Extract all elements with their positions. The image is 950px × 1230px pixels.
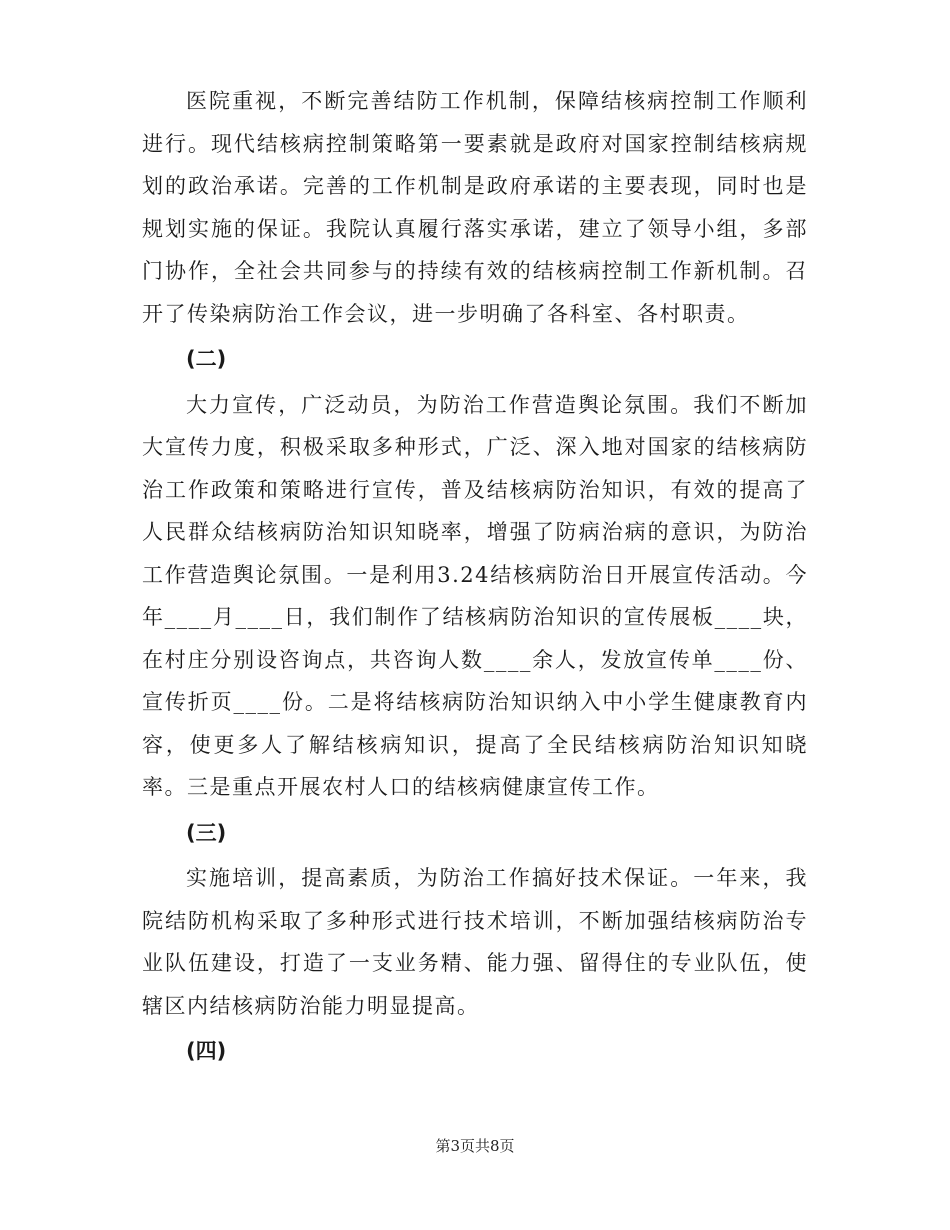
- section-heading-3: (三): [186, 820, 227, 845]
- section-heading-4: (四): [186, 1039, 227, 1063]
- paragraph-training: 实施培训，提高素质，为防治工作搞好技术保证。一年来，我院结防机构采取了多种形式进行技术培训，不断加强结核病防治专业队伍建设，打造了一支业务精、能力强、留得住的专业队伍，使辖区内结核病防治能力明显提高。: [142, 866, 808, 1018]
- paragraph-mechanism: 医院重视，不断完善结防工作机制，保障结核病控制工作顺利进行。现代结核病控制策略第一要素就是政府对国家控制结核病规划的政治承诺。完善的工作机制是政府承诺的主要表现，同时也是规划实施的保证。我院认真履行落实承诺，建立了领导小组，多部门协作，全社会共同参与的持续有效的结核病控制工作新机制。召开了传染病防治工作会议，进一步明确了各科室、各村职责。: [142, 89, 808, 326]
- document-body: [142, 80, 808, 1076]
- paragraph-publicity: 大力宣传，广泛动员，为防治工作营造舆论氛围。我们不断加大宣传力度，积极采取多种形式，广泛、深入地对国家的结核病防治工作政策和策略进行宣传，普及结核病防治知识，有效的提高了人民群众结核病防治知识知晓率，增强了防病治病的意识，为防治工作营造舆论氛围。一是利用3.24结核病防治日开展宣传活动。今年____月____日，我们制作了结核病防治知识的宣传展板____块，在村庄分别设咨询点，共咨询人数____余人，发放宣传单____份、宣传折页____份。二是将结核病防治知识纳入中小学生健康教育内容，使更多人了解结核病知识，提高了全民结核病防治知识知晓率。三是重点开展农村人口的结核病健康宣传工作。: [142, 392, 808, 799]
- section-heading-2: (二): [186, 347, 227, 371]
- page-number-footer: 第3页共8页: [435, 1137, 515, 1155]
